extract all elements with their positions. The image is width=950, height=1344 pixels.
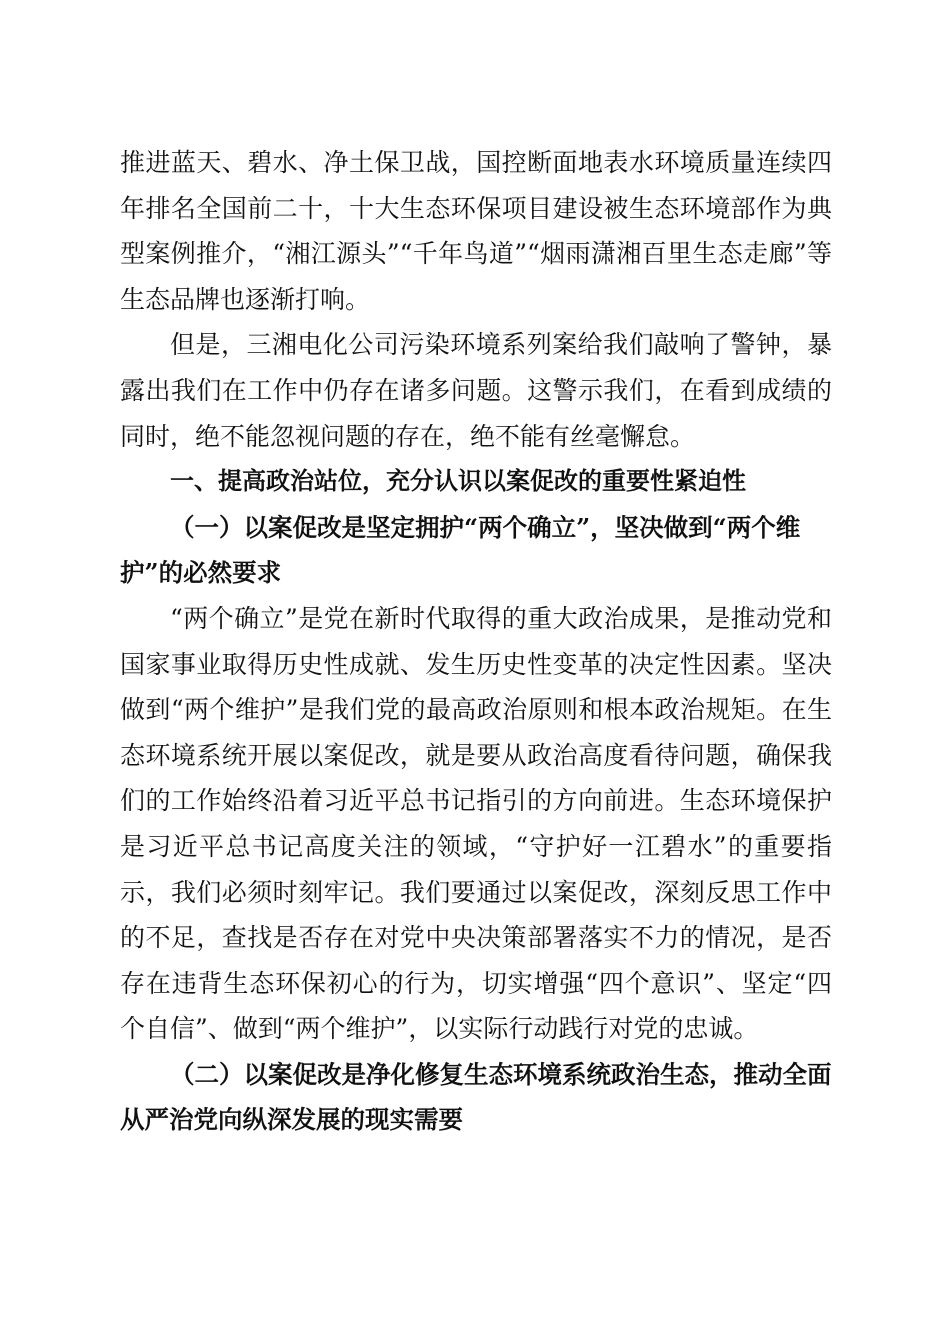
body-paragraph-continued: 推进蓝天、碧水、净土保卫战，国控断面地表水环境质量连续四年排名全国前二十，十大生态环保项目建设被生态环境部作为典型案例推介，“湘江源头”“千年鸟道”“烟雨潇湘百里生态走廊”等生态品牌也逐渐打响。: [120, 148, 832, 314]
body-paragraph: “两个确立”是党在新时代取得的重大政治成果，是推动党和国家事业取得历史性成就、发生历史性变革的决定性因素。坚决做到“两个维护”是我们党的最高政治原则和根本政治规矩。在生态环境系统开展以案促改，就是要从政治高度看待问题，确保我们的工作始终沿着习近平总书记指引的方向前进。生态环境保护是习近平总书记高度关注的领域，“守护好一江碧水”的重要指示，我们必须时刻牢记。我们要通过以案促改，深刻反思工作中的不足，查找是否存在对党中央决策部署落实不力的情况，是否存在违背生态环保初心的行为，切实增强“四个意识”、坚定“四个自信”、做到“两个维护”，以实际行动践行对党的忠诚。: [120, 603, 832, 1044]
subsection-heading: （一）以案促改是坚定拥护“两个确立”，坚决做到“两个维护”的必然要求: [120, 512, 801, 588]
section-heading: 一、提高政治站位，充分认识以案促改的重要性紧迫性: [170, 467, 746, 496]
subsection-heading: （二）以案促改是净化修复生态环境系统政治生态，推动全面从严治党向纵深发展的现实需要: [120, 1059, 832, 1135]
document-page: [120, 140, 832, 1143]
body-paragraph: 但是，三湘电化公司污染环境系列案给我们敲响了警钟，暴露出我们在工作中仍存在诸多问题。这警示我们，在看到成绩的同时，绝不能忽视问题的存在，绝不能有丝毫懈怠。: [120, 330, 832, 451]
